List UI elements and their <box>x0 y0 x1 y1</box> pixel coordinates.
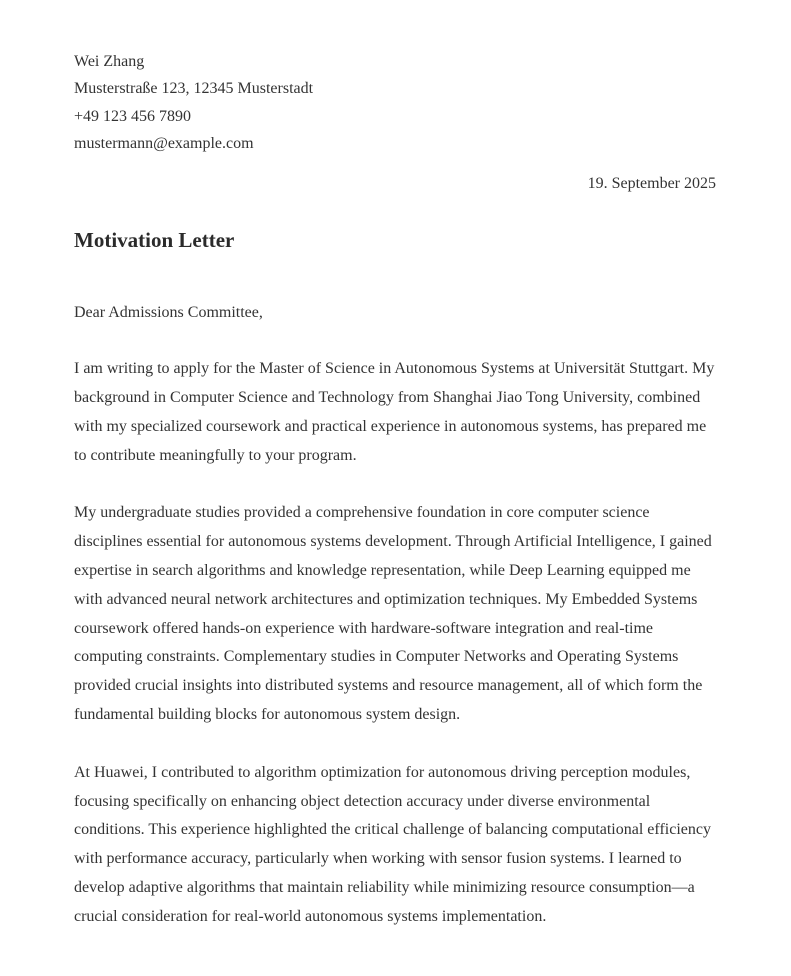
salutation: Dear Admissions Committee, <box>74 304 263 322</box>
paragraph-intro: I am writing to apply for the Master of Science in Autonomous Systems at Universität Stuttgart. My background in Computer Science and Technology from Shanghai Jiao Tong University, combined with my specialized coursework and practical experience in autonomous systems, has prepared me to contribute meaningfully to your program. <box>74 360 715 464</box>
sender-phone: +49 123 456 7890 <box>74 107 192 125</box>
sender-name: Wei Zhang <box>74 53 145 70</box>
sender-address: Musterstraße 123, 12345 Musterstadt <box>74 80 314 98</box>
paragraph-experience: At Huawei, I contributed to algorithm optimization for autonomous driving perception modules, focusing specifically on enhancing object detection accuracy under diverse environmental conditions. This experience highlighted the critical challenge of balancing computational efficiency with performance accuracy, particularly when working with sensor fusion systems. I learned to develop adaptive algorithms that maintain reliability while minimizing resource consumption—a crucial consideration for real-world autonomous systems implementation. <box>74 763 711 925</box>
letter-body <box>74 355 717 931</box>
paragraph-studies: My undergraduate studies provided a comprehensive foundation in core computer science disciplines essential for autonomous systems development. Through Artificial Intelligence, I gained expertise in search algorithms and knowledge representation, while Deep Learning equipped me with advanced neural network architectures and optimization techniques. My Embedded Systems coursework offered hands-on experience with hardware-software integration and real-time computing constraints. Complementary studies in Computer Networks and Operating Systems provided crucial insights into distributed systems and resource management, all of which form the fundamental building blocks for autonomous system design. <box>74 504 712 723</box>
sender-block <box>74 0 717 157</box>
sender-email: mustermann@example.com <box>74 134 254 152</box>
page-title: Motivation Letter <box>74 228 235 253</box>
letter-date: 19. September 2025 <box>587 175 716 193</box>
